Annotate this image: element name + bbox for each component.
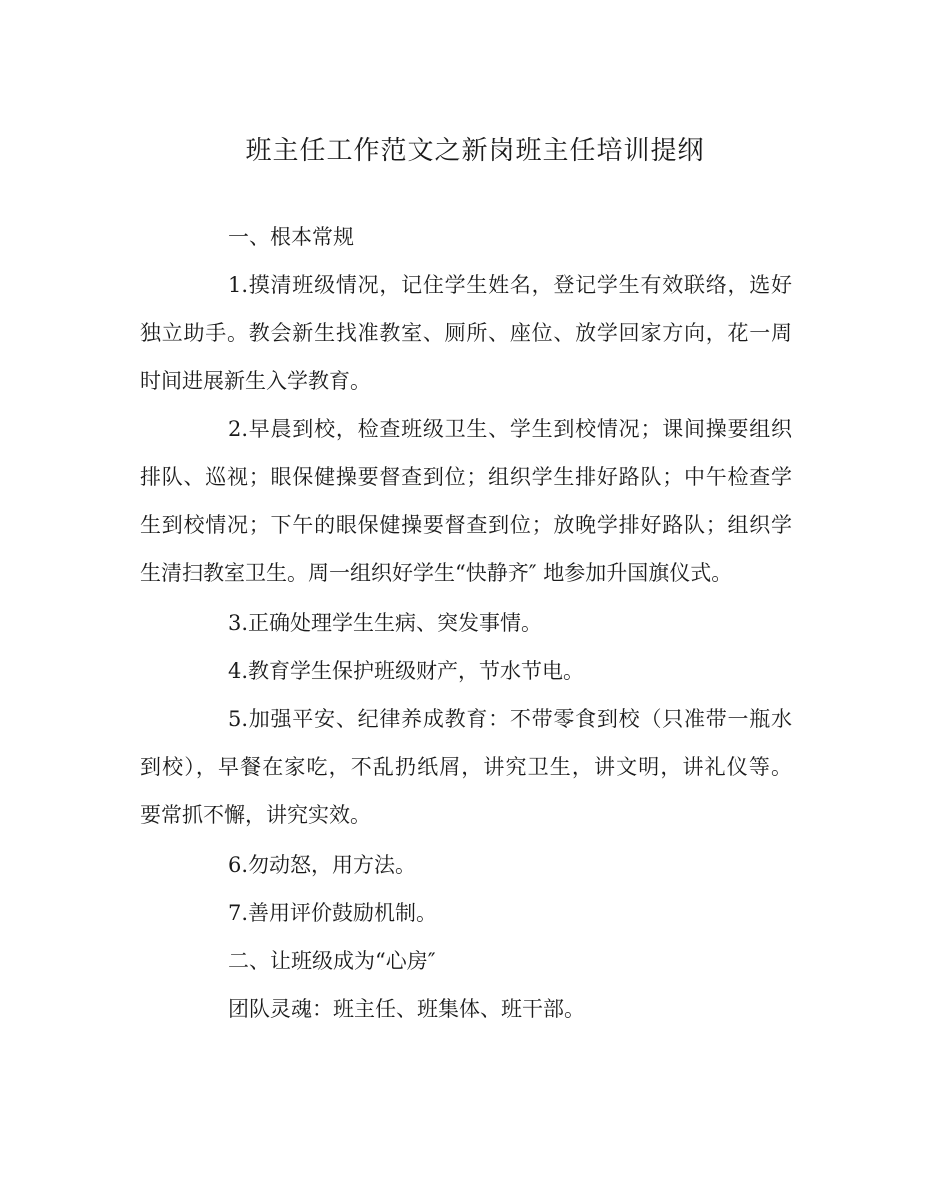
paragraph-5-line-2: 到校），早餐在家吃，不乱扔纸屑，讲究卫生，讲文明，讲礼仪等。 bbox=[140, 755, 792, 779]
paragraph-5-line-3: 要常抓不懈，讲究实效。 bbox=[140, 803, 371, 827]
paragraph-7: 7.善用评价鼓励机制。 bbox=[228, 901, 438, 925]
paragraph-3: 3.正确处理学生生病、突发事情。 bbox=[228, 611, 543, 635]
paragraph-2-line-2: 排队、巡视；眼保健操要督查到位；组织学生排好路队；中午检查学 bbox=[140, 465, 792, 489]
paragraph-2-line-4: 生清扫教室卫生。周一组织好学生“快静齐″ 地参加升国旗仪式。 bbox=[140, 561, 733, 585]
paragraph-1-line-1: 1.摸清班级情况，记住学生姓名，登记学生有效联络，选好 bbox=[228, 273, 792, 297]
document-title: 班主任工作范文之新岗班主任培训提纲 bbox=[245, 136, 705, 166]
paragraph-2-line-3: 生到校情况；下午的眼保健操要督查到位；放晚学排好路队；组织学 bbox=[140, 513, 792, 537]
paragraph-1-line-2: 独立助手。教会新生找准教室、厕所、座位、放学回家方向，花一周 bbox=[140, 321, 792, 345]
paragraph-4: 4.教育学生保护班级财产，节水节电。 bbox=[228, 659, 585, 683]
paragraph-2-line-1: 2.早晨到校，检查班级卫生、学生到校情况；课间操要组织 bbox=[228, 417, 792, 441]
paragraph-1-line-3: 时间进展新生入学教育。 bbox=[140, 369, 371, 393]
section-heading-1: 一、根本常规 bbox=[228, 225, 354, 249]
section-heading-2: 二、让班级成为“心房″ bbox=[228, 949, 436, 973]
paragraph-6: 6.勿动怒，用方法。 bbox=[228, 853, 417, 877]
paragraph-8: 团队灵魂：班主任、班集体、班干部。 bbox=[228, 997, 585, 1021]
paragraph-5-line-1: 5.加强平安、纪律养成教育：不带零食到校（只准带一瓶水 bbox=[228, 707, 792, 731]
